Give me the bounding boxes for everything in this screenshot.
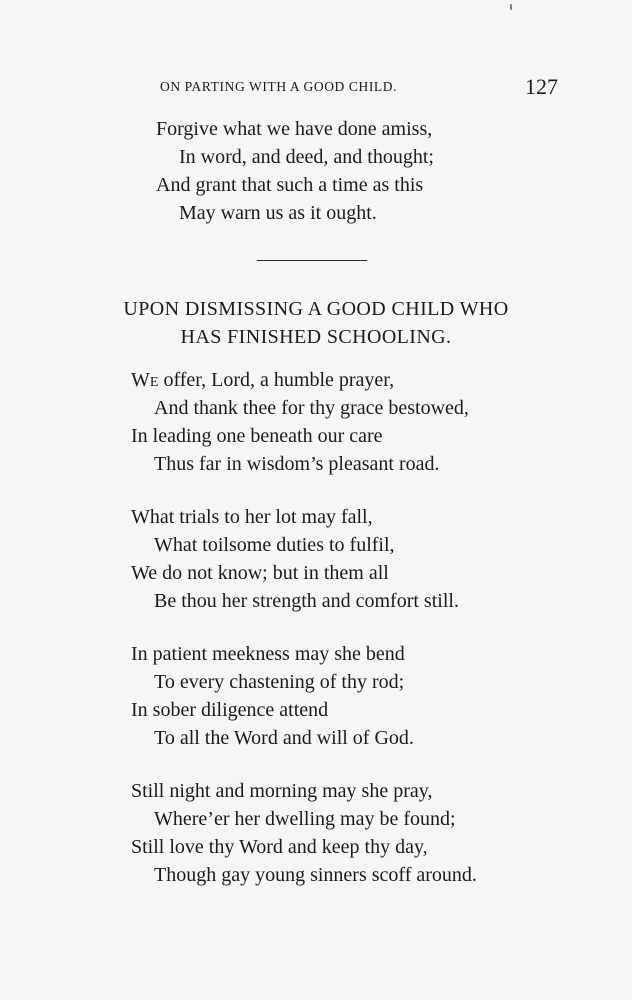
ink-speck xyxy=(510,4,512,10)
poem-title-line-2: HAS FINISHED SCHOOLING. xyxy=(180,326,452,348)
poem-line: Though gay young sinners scoff around. xyxy=(154,864,477,886)
poem-line: What toilsome duties to fulfil, xyxy=(154,534,395,556)
poem-line: Forgive what we have done amiss, xyxy=(156,118,433,140)
poem-line: What trials to her lot may fall, xyxy=(131,506,373,528)
poem-line: Still love thy Word and keep thy day, xyxy=(131,836,428,858)
poem-line: Thus far in wisdom’s pleasant road. xyxy=(154,453,440,475)
poem-line: Be thou her strength and comfort still. xyxy=(154,590,459,612)
poem-line: Still night and morning may she pray, xyxy=(131,780,433,802)
running-header xyxy=(160,76,560,100)
poem-line: May warn us as it ought. xyxy=(179,202,377,224)
poem-line: In leading one beneath our care xyxy=(131,425,383,447)
section-divider xyxy=(257,260,367,261)
poem-title-line-1: UPON DISMISSING A GOOD CHILD WHO xyxy=(123,298,509,320)
poem-line: To all the Word and will of God. xyxy=(154,727,414,749)
poem-line: To every chastening of thy rod; xyxy=(154,671,405,693)
poem-line: We do not know; but in them all xyxy=(131,562,389,584)
poem-line: And thank thee for thy grace bestowed, xyxy=(154,397,469,419)
poem-line: In word, and deed, and thought; xyxy=(179,146,434,168)
poem-line: In sober diligence attend xyxy=(131,699,329,721)
first-word: We xyxy=(131,369,159,391)
poem-line: Where’er her dwelling may be found; xyxy=(154,808,456,830)
page-number: 127 xyxy=(525,74,558,99)
poem-line xyxy=(131,368,394,392)
running-title: ON PARTING WITH A GOOD CHILD. xyxy=(160,79,398,94)
poem-line: In patient meekness may she bend xyxy=(131,643,405,665)
line-rest: offer, Lord, a humble prayer, xyxy=(158,369,395,391)
poem-line: And grant that such a time as this xyxy=(156,174,424,196)
